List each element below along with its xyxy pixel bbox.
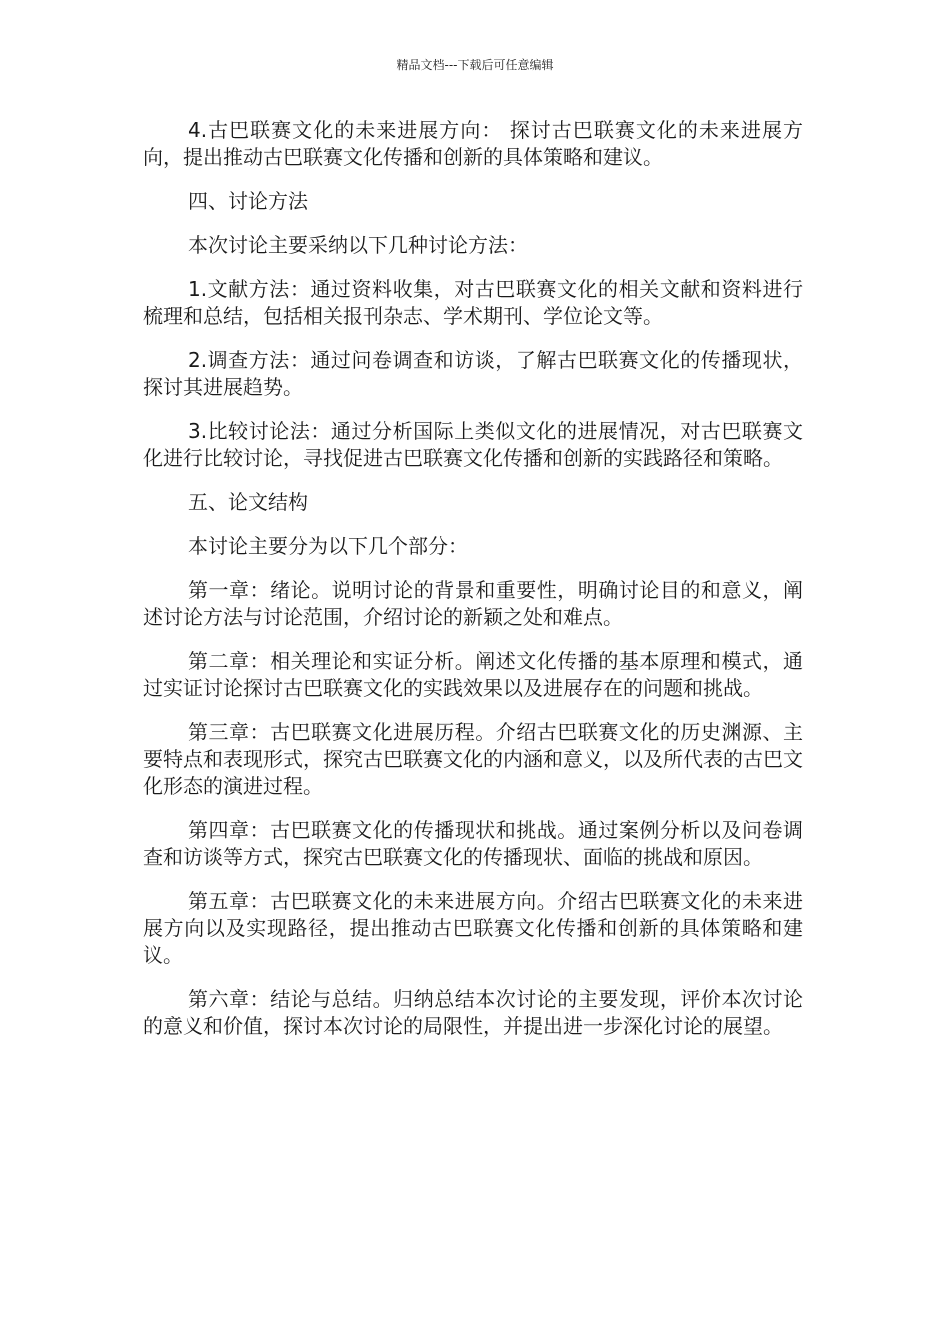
paragraph-method-literature: 1.文献方法：通过资料收集，对古巴联赛文化的相关文献和资料进行梳理和总结，包括相关报刊杂志、学术期刊、学位论文等。	[143, 277, 803, 328]
page-header: 精品文档---下载后可任意编辑	[396, 58, 554, 72]
section-heading-structure: 五、论文结构	[188, 490, 308, 514]
paragraph-chapter-6: 第六章：结论与总结。归纳总结本次讨论的主要发现，评价本次讨论的意义和价值，探讨本次讨论的局限性，并提出进一步深化讨论的展望。	[143, 987, 803, 1038]
paragraph-chapter-4: 第四章：古巴联赛文化的传播现状和挑战。通过案例分析以及问卷调查和访谈等方式，探究古巴联赛文化的传播现状、面临的挑战和原因。	[143, 818, 803, 869]
paragraph-chapter-2: 第二章：相关理论和实证分析。阐述文化传播的基本原理和模式，通过实证讨论探讨古巴联赛文化的实践效果以及进展存在的问题和挑战。	[143, 649, 803, 700]
paragraph-future-direction: 4.古巴联赛文化的未来进展方向： 探讨古巴联赛文化的未来进展方向，提出推动古巴联赛文化传播和创新的具体策略和建议。	[143, 118, 803, 169]
paragraph-method-comparative: 3.比较讨论法：通过分析国际上类似文化的进展情况，对古巴联赛文化进行比较讨论，寻找促进古巴联赛文化传播和创新的实践路径和策略。	[143, 419, 803, 470]
paragraph-structure-intro: 本讨论主要分为以下几个部分：	[188, 534, 468, 558]
paragraph-methods-intro: 本次讨论主要采纳以下几种讨论方法：	[188, 233, 528, 257]
paragraph-method-survey: 2.调查方法：通过问卷调查和访谈，了解古巴联赛文化的传播现状，探讨其进展趋势。	[143, 348, 803, 399]
section-heading-methods: 四、讨论方法	[188, 189, 308, 213]
paragraph-chapter-3: 第三章：古巴联赛文化进展历程。介绍古巴联赛文化的历史渊源、主要特点和表现形式，探究古巴联赛文化的内涵和意义，以及所代表的古巴文化形态的演进过程。	[143, 720, 803, 798]
paragraph-chapter-1: 第一章：绪论。说明讨论的背景和重要性，明确讨论目的和意义，阐述讨论方法与讨论范围，介绍讨论的新颖之处和难点。	[143, 578, 803, 629]
paragraph-chapter-5: 第五章：古巴联赛文化的未来进展方向。介绍古巴联赛文化的未来进展方向以及实现路径，提出推动古巴联赛文化传播和创新的具体策略和建议。	[143, 889, 803, 967]
document-body	[143, 117, 803, 1057]
